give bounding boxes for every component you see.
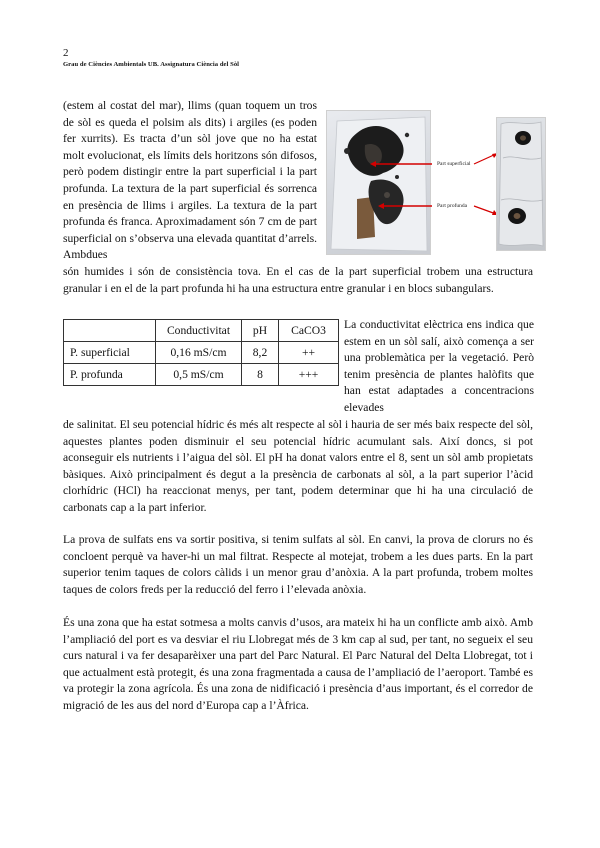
label-part-profunda: Part profunda bbox=[437, 203, 468, 209]
table-cell: 8 bbox=[242, 364, 279, 386]
table-cell: 8,2 bbox=[242, 342, 279, 364]
label-part-superficial: Part superficial bbox=[437, 161, 471, 167]
table-cell: P. superficial bbox=[64, 342, 156, 364]
soil-samples-image bbox=[497, 118, 545, 250]
table-cell: P. profunda bbox=[64, 364, 156, 386]
arrow-profunda-head bbox=[378, 203, 384, 209]
paragraph-salinity-ph: de salinitat. El seu potencial hídric és més alt respecte al sòl i hauria de ser més baix respecte del sòl, aquestes plantes poden disminuir el seu potencial hídric acumulant sals. Així doncs, si pot aconseguir els nutrients i l’aigua del sòl. El pH ha donat valors entre el 8, sent un sòl amb propietats bàsiques. Això principalment és degut a la presència de carbonats al sòl, a la part superior l’àcid clorhídric (HCl) ha reaccionat menys, per tant, podem determinar que hi ha una circulació de carbonats cap a la part inferior. bbox=[63, 418, 533, 514]
table-cell: 0,16 mS/cm bbox=[156, 342, 242, 364]
paragraph-land-use: És una zona que ha estat sotmesa a molts canvis d’usos, ara mateix hi ha un conflicte amb això. Amb l’ampliació del port es va desviar el riu Llobregat més de 3 km cap al sud, per tant, no segueix el seu curs natural i va fer desaparèixer una part del Parc Natural. El Parc Natural del Delta Llobregat, tot i que actualment està protegit, és una zona fragmentada a causa de l’ampliació de l’aeroport. També es va protegir la zona agrícola. És una zona de nidificació i presència d’aus important, és el corredor de migració de les aus del nord d’Europa cap a l’Àfrica. bbox=[63, 616, 533, 712]
table-cell: 0,5 mS/cm bbox=[156, 364, 242, 386]
table-row bbox=[64, 364, 339, 386]
table-header-cell: Conductivitat bbox=[156, 320, 242, 342]
page-number: 2 bbox=[63, 47, 69, 59]
paragraph-soil-texture: (estem al costat del mar), llims (quan toquem un tros de sòl es queda el polsim als dits) i argiles (es poden fer xurrits). Es tracta d’un sòl jove que no ha estat molt evolucionat, els límits dels horitzons són difosos, però podem distingir entre la part superficial i la part profunda. La textura de la part superficial és sorrenca en presència de llims i argiles. La textura de la part profunda és franca. Aproximadament són 7 cm de part superficial on s’observa una elevada quantitat d’arrels. Ambdues bbox=[63, 99, 317, 262]
table-row bbox=[64, 342, 339, 364]
arrow-superficial-head bbox=[370, 161, 376, 167]
soil-samples-photo bbox=[496, 117, 546, 251]
arrow-superficial-right bbox=[474, 154, 496, 164]
soil-properties-table bbox=[63, 319, 339, 386]
paragraph-conductivity: La conductivitat elèctrica ens indica que estem en un sòl salí, això comença a ser una problemàtica per la vegetació. Però tenim presència de plantes halòfits que han estat adaptades a concentracions elevades bbox=[344, 318, 534, 414]
table-header-row bbox=[64, 320, 339, 342]
table-cell: +++ bbox=[279, 364, 339, 386]
table-cell: ++ bbox=[279, 342, 339, 364]
table-header-cell bbox=[64, 320, 156, 342]
table-header-cell: pH bbox=[242, 320, 279, 342]
paragraph-sulfates: La prova de sulfats ens va sortir positiva, si tenim sulfats al sòl. En canvi, la prova de clorurs no és concloent perquè va haver-hi un mal filtrat. Respecte al motejat, trobem a les dues parts. En la part superior tenim taques de colors càlids i un menor grau d’anòxia. A la part profunda, trobem moltes taques de colors freds per la reducció del ferro i l’elevada anòxia. bbox=[63, 533, 533, 596]
annotation-arrows bbox=[370, 152, 500, 216]
table-header-cell: CaCO3 bbox=[279, 320, 339, 342]
running-header: Grau de Ciències Ambientals UB. Assignatura Ciència del Sòl bbox=[63, 61, 240, 68]
arrow-profunda-right bbox=[474, 206, 496, 214]
paragraph-consistency: són humides i són de consistència tova. En el cas de la part superficial trobem una estructura granular i en el de la part profunda hi ha una estructura entre granular i en blocs subangulars. bbox=[63, 265, 533, 295]
